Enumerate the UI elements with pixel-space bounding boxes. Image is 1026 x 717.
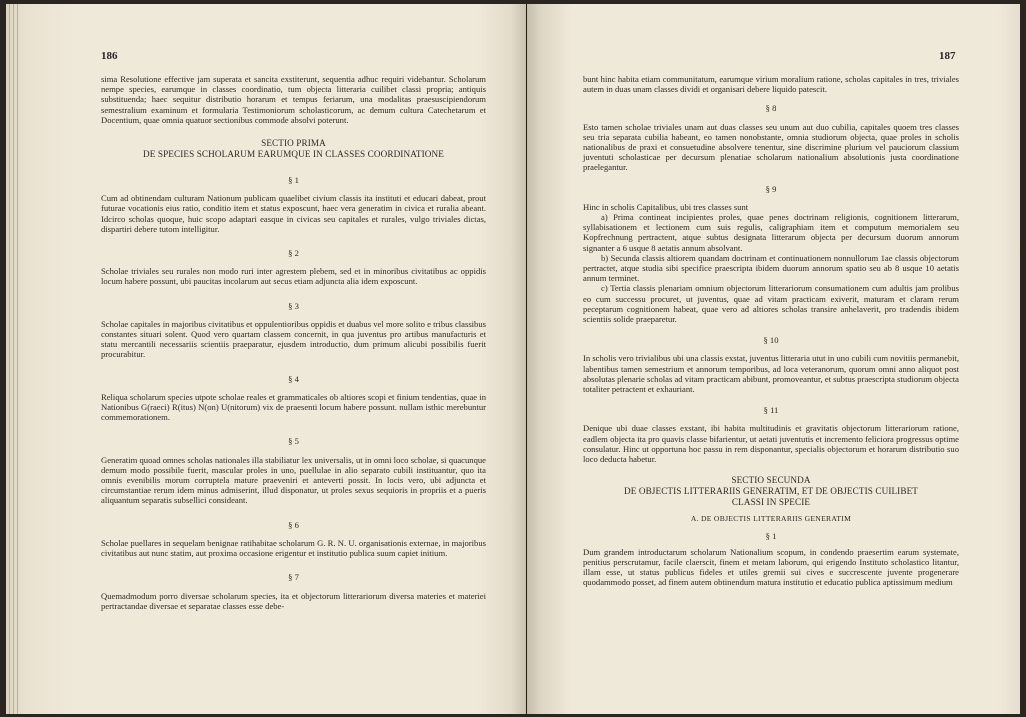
list-item: a) Prima contineat incipientes proles, quae penes doctrinam religionis, cognitionem litterarum, syllabisationem et lectionem cum suis regulis, caligraphiam item et computum memorialem seu Kopfrechnung pertractent, atque subtus designata litterarum objecta per decursum duorum annorum signanter a 6 usque 8 aetatis annum absolvant. [583,212,959,253]
section-subtitle: DE OBJECTIS LITTERARIIS GENERATIM, ET DE OBJECTIS CUILIBET [624,486,918,497]
paragraph-mark: § 3 [288,300,299,311]
paragraph-mark: § 1 [288,175,299,186]
subsection-title: A. DE OBJECTIS LITTERARIIS GENERATIM [690,514,852,524]
paragraph-mark: § 8 [765,103,777,114]
paragraph-text: Scholae puellares in sequelam benignae ratihabitae scholarum G. R. N. U. organisationis externae, in majoribus civitatibus aut nunc statim, aut proxima occasione erigentur et institutio publica suum capiet initium. [101,537,486,559]
paragraph-text: Scholae triviales seu rurales non modo ruri inter agrestem plebem, sed et in minoribus civitatibus ac oppidis locum habere possunt, ubi paucitas incolarum aut secus etiam adjuncta alia idem exposcunt. [101,266,486,287]
left-page-text [101,74,486,611]
page-edge [13,4,14,714]
paragraph-mark: § 2 [288,248,299,259]
section-title: SECTIO SECUNDA [731,475,811,486]
opening-paragraph: bunt hinc habita etiam communitatum, earumque virium moralium ratione, scholas capitales in tres, triviales autem in duas unam classes dividi et organisari debere liquido patescit. [583,74,959,95]
left-page [6,4,526,714]
list-item: c) Tertia classis plenariam omnium objectorum litterariorum consumationem cum adultis jam prolibus eo cum successu procuret, ut juventus, quae ad vitam practicam exiverit, maturam et claram rerum peceptarum cognitionem habeat, quae vero ad altiores scholas transire anhelaverit, pro tradendis ibidem scientiis solide praeparetur. [583,283,959,325]
paragraph-text: Dum grandem introductarum scholarum Nationalium scopum, in condendo praesertim earum systemate, penitius perscrutamur, facile claerscit, finem et metam laborum, qui erigendo Instituto scholastico litantur, illam esse, ut status publicus fideles et utiles gremii sui cives e succrescente juvente progenerare quodammodo posset, ad finem autem obtinendum matura institutio et educatio publica aptissimum medium [583,546,959,588]
paragraph-text: Cum ad obtinendam culturam Nationum publicam quaelibet civium classis ita instituti et educari dabeat, prout futurae vocationis eius ratio, conditio item et status exposcunt, haec vera generatim in civica et ruralia abeant. Idcirco scholas quoque, huic scopo adaptari easque in civicas seu capitales et rurales, vulgo triviales dictas, dispartiri debere tutom intelligitur. [101,193,486,234]
list-item: b) Secunda classis altiorem quandam doctrinam et continuationem nonnullorum 1ae classis objectorum pertractet, atque studia sibi specifice praescripta ibidem duorum annorum spatio seu ab 8 usque 10 aetatis annum terminet. [583,252,959,284]
paragraph-text: Denique ubi duae classes exstant, ibi habita multitudinis et gravitatis objectorum litterariorum ratione, eadlem objecta ita pro quavis classe bifarientur, ut aetati juventutis et incremento feliciora progressus optime consulatur. Hinc ut opportuna hoc passu in rem disponantur, specialis objectorum et horarum distributio suo loco deducta habetur. [583,423,959,465]
opening-paragraph: sima Resolutione effective jam superata et sancita exstiterunt, sequentia adhuc requiri videbantur. Scholarum nempe species, earumque in classes coordinatio, tum objecta litteraria cuilibet classi propria; antiquis substituenda; haec sequitur distributio horarum et tempus feriarum, una modalitas praesuscipiendorum semestralium examinum et formularia Testimoniorum scholasticorum, ac demum cultura Catechetarum et Docentium, quae omnia quatuor sectionibus commode absolvi poterunt. [101,74,486,125]
section-subtitle: CLASSI IN SPECIE [731,497,811,508]
paragraph-mark: § 9 [765,183,777,194]
paragraph-mark: § 11 [763,405,779,416]
page-edge [17,4,18,714]
section-subtitle: DE SPECIES SCHOLARUM EARUMQUE IN CLASSES COORDINATIONE [143,149,444,160]
paragraph-text: Generatim quoad omnes scholas nationales illa stabiliatur lex universalis, ut in omni loco scholae, si quacunque demum modo possibile fuerit, mascular proles in uno, puellulae in alio separato cubili instituantur, quo ita omnis evenibilis morum corruptela mature praeveniri et anteverti possit. In locis vero, ubi adjuncta et circumstantiae rerum idem minus admiserint, illud disponatur, ut proles sexus sequioris in propriis et a pueris aliquantum separatis subsellici consideant. [101,454,486,506]
section-title: SECTIO PRIMA [261,138,326,149]
right-page-text [583,74,959,588]
paragraph-text: Esto tamen scholae triviales unam aut duas classes seu unum aut duo cubilia, capitales quoem tres classes seu tria separata cubilia habeant, eo tamen nonobstante, omnia studiorum objecta, quae proles in scholis nationalibus de praxi et consuetudine absolvere tenentur, sine discrimine plurium vel pauciorum classium juventuti scholasticae per decursum plenatiae scholarum nationalium absolutionis justa coordinatione praelegantur. [583,121,959,173]
paragraph-mark: § 4 [288,373,299,384]
page-number-right: 187 [939,50,956,62]
paragraph-mark: § 1 [765,530,777,541]
paragraph-text: Scholae capitales in majoribus civitatibus et oppulentioribus oppidis et duabus vel more solito e tribus classibus constantes situari solent. Quod vero quartam classem concernit, in qua juventus pro artibus manufacturis et statu mercantili necessariis scientiis praeparatur, ejusdem introductio, dum primum alicubi possibilis fuerit procurabitur. [101,318,486,360]
paragraph-text: Reliqua scholarum species utpote scholae reales et grammaticales ob altiores scopi et finium tendentias, quae in Nationibus G(raeci) R(itus) N(on) U(nitorum) vix de praesenti locum habere possunt. nullam isthic merebuntur commemorationem. [101,391,486,423]
page-number-left: 186 [101,50,118,62]
page-edge [9,4,10,714]
paragraph-intro: Hinc in scholis Capitalibus, ubi tres classes sunt [583,201,749,212]
paragraph-mark: § 7 [288,572,299,583]
paragraph-text: Quemadmodum porro diversae scholarum species, ita et objectorum litterariorum diversa materies et materiei pertractandae diversae et separatae classes esse debe- [101,590,486,611]
paragraph-mark: § 10 [763,335,779,346]
right-page [527,4,1020,714]
book-spread [6,4,1020,714]
paragraph-mark: § 6 [288,519,299,530]
paragraph-text: In scholis vero trivialibus ubi una classis exstat, juventus litteraria utut in uno cubili cum novitiis permanebit, labentibus tamen semestrium et annorum temporibus, ad loca veteranorum, quorum omni anno aliquot post absolutas plenarie scholas ad vitam practicam abibunt, promoveantur, et subtus praescripta studiorum objecta totaliter petractent et exhauriant. [583,353,959,395]
paragraph-mark: § 5 [288,436,299,447]
